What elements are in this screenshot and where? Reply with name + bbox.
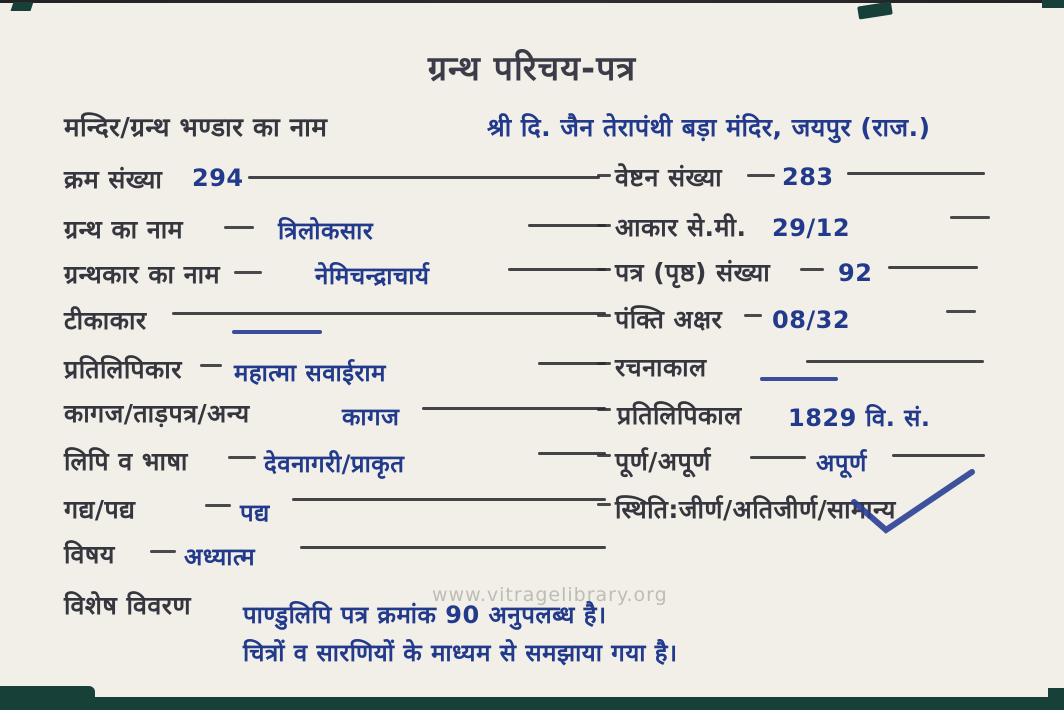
form-rule-line: [508, 268, 606, 271]
form-rule-dash: [228, 456, 256, 459]
field-label-vishesh-vivran: विशेष विवरण: [64, 591, 192, 620]
field-value-purn-apurn: अपूर्ण: [816, 449, 867, 477]
scan-mark-bottom-left: [0, 686, 95, 710]
blank-value-line-rachnakal: [760, 377, 838, 381]
scan-mark-bottom-right: [1048, 688, 1064, 710]
form-rule-line: [806, 360, 984, 363]
field-label-lipi-bhasha: लिपि व भाषा: [64, 447, 188, 476]
field-value-gadya-padya: पद्य: [240, 499, 270, 527]
form-rule-dash: [597, 174, 611, 177]
form-rule-dash: [205, 504, 231, 507]
form-rule-dash: [597, 362, 611, 365]
scan-mark-top-left: [11, 2, 34, 11]
field-label-veshtan-sankhya: वेष्टन संख्या: [615, 163, 723, 192]
form-rule-line: [422, 407, 606, 410]
field-label-gadya-padya: गद्य/पद्य: [64, 495, 136, 524]
form-rule-dash: [950, 216, 990, 219]
blank-value-line-tikakar: [232, 330, 322, 334]
field-value-vishesh-vivran-line2: चित्रों व सारणियों के माध्यम से समझाया गया है।: [243, 639, 678, 667]
field-label-tikakar: टीकाकार: [64, 306, 147, 335]
field-label-pankti-akshar: पंक्ति अक्षर: [615, 305, 723, 334]
form-rule-dash: [234, 271, 262, 274]
scan-edge-bottom: [0, 697, 1064, 710]
form-rule-dash: [800, 268, 824, 271]
field-value-kagaz: कागज: [342, 403, 400, 431]
form-rule-dash: [597, 268, 611, 271]
field-label-kram-sankhya: क्रम संख्या: [64, 165, 163, 194]
field-value-vishesh-vivran-line1: पाण्डुलिपि पत्र क्रमांक 90 अनुपलब्ध है।: [243, 601, 607, 629]
form-rule-line: [892, 454, 985, 457]
field-label-granth-naam: ग्रन्थ का नाम: [64, 215, 184, 244]
form-rule-line: [750, 456, 806, 459]
field-label-pratilipikar: प्रतिलिपिकार: [64, 355, 182, 384]
form-rule-line: [248, 176, 600, 179]
form-rule-line: [300, 546, 606, 549]
field-label-rachnakal: रचनाकाल: [615, 353, 707, 382]
form-rule-dash: [200, 364, 222, 367]
field-value-pratilipikal: 1829 वि. सं.: [788, 404, 931, 432]
form-rule-line: [538, 362, 606, 365]
form-rule-dash: [150, 550, 176, 553]
field-label-granthkar: ग्रन्थकार का नाम: [64, 260, 221, 289]
form-rule-line: [292, 498, 606, 501]
page-title: ग्रन्थ परिचय-पत्र: [427, 49, 637, 89]
field-value-granth-naam: त्रिलोकसार: [278, 217, 374, 245]
form-rule-line: [528, 224, 606, 227]
field-value-veshtan-sankhya: 283: [782, 163, 834, 191]
field-label-sthiti: स्थिति:जीर्ण/अतिजीर्ण/सामान्य: [615, 495, 896, 524]
form-rule-dash: [597, 454, 611, 457]
field-label-purn-apurn: पूर्ण/अपूर्ण: [615, 447, 711, 476]
field-value-vishay: अध्यात्म: [184, 543, 256, 571]
scan-mark-top-right: [857, 1, 893, 19]
field-value-bhandar-name: श्री दि. जैन तेरापंथी बड़ा मंदिर, जयपुर (राज.): [487, 113, 931, 142]
field-value-aakar: 29/12: [772, 214, 851, 242]
form-rule-line: [888, 266, 978, 269]
form-rule-dash: [946, 310, 976, 313]
field-label-pratilipikal: प्रतिलिपिकाल: [617, 401, 742, 430]
form-rule-line: [847, 172, 985, 175]
field-value-lipi-bhasha: देवनागरी/प्राकृत: [264, 450, 405, 478]
field-value-granthkar: नेमिचन्द्राचार्य: [315, 262, 430, 290]
form-rule-dash: [747, 174, 775, 177]
check-mark-samanya: [846, 464, 981, 539]
field-label-vishay: विषय: [64, 540, 115, 569]
watermark-text: www.vitragelibrary.org: [432, 584, 668, 606]
form-rule-dash: [224, 226, 254, 229]
form-rule-dash: [597, 314, 611, 317]
field-value-kram-sankhya: 294: [192, 164, 244, 192]
form-rule-line: [538, 452, 606, 455]
form-rule-dash: [597, 503, 611, 506]
form-rule-dash: [597, 408, 611, 411]
form-rule-dash: [597, 224, 611, 227]
field-label-aakar: आकार से.मी.: [615, 213, 747, 242]
field-value-patra-sankhya: 92: [838, 259, 873, 287]
field-label-patra-sankhya: पत्र (पृष्ठ) संख्या: [615, 258, 771, 287]
field-value-pratilipikar: महात्मा सवाईराम: [234, 359, 386, 387]
field-label-kagaz: कागज/ताड़पत्र/अन्य: [64, 399, 250, 428]
form-rule-dash: [744, 314, 762, 317]
form-rule-line: [172, 312, 606, 315]
field-label-bhandar-name: मन्दिर/ग्रन्थ भण्डार का नाम: [64, 113, 328, 143]
scan-mark-top-corner: [1042, 0, 1064, 8]
field-value-pankti-akshar: 08/32: [772, 306, 851, 334]
scan-edge-top: [0, 0, 1064, 3]
